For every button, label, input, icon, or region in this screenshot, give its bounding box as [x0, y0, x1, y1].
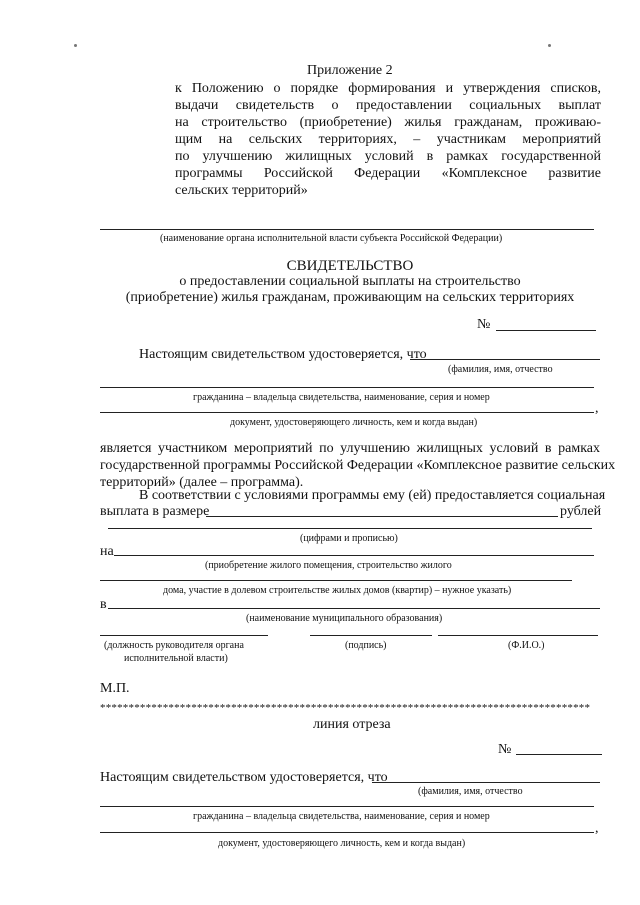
certificate-subtitle: о предоставлении социальной выплаты на строительство — [179, 274, 521, 289]
payment-label: выплата в размере — [100, 504, 210, 519]
certificate-title: СВИДЕТЕЛЬСТВО — [286, 258, 414, 274]
municipality-field[interactable] — [108, 608, 600, 609]
appendix-line: программы Российской Федерации «Комплексное развитие — [175, 166, 601, 181]
participant-line: государственной программы Российской Федерации «Комплексное развитие сельских — [100, 458, 616, 473]
rubles-label: рублей — [560, 504, 602, 519]
cut-label: линия отреза — [313, 717, 391, 732]
signature-field[interactable] — [310, 635, 432, 636]
signature-caption: (подпись) — [345, 640, 387, 651]
certificate-subtitle: (приобретение) жилья гражданам, проживающим на сельских территориях — [125, 290, 575, 305]
comma: , — [595, 401, 599, 416]
name-caption: (Ф.И.О.) — [508, 640, 545, 651]
stub-fio-caption: (фамилия, имя, отчество — [418, 786, 523, 797]
purpose-caption: дома, участие в долевом строительстве жилых домов (квартир) – нужное указать) — [163, 585, 512, 596]
appendix-body — [175, 80, 601, 199]
amount-words-field[interactable] — [108, 528, 592, 529]
position-caption: (должность руководителя органа — [104, 640, 244, 651]
stub-fio-field[interactable] — [372, 782, 600, 783]
stub-certifies-text: Настоящим свидетельством удостоверяется, что — [100, 770, 388, 785]
stub-holder-field[interactable] — [100, 806, 594, 807]
document-field[interactable] — [100, 412, 594, 413]
certifies-text: Настоящим свидетельством удостоверяется, что — [139, 347, 427, 362]
scan-dot — [548, 44, 551, 47]
purpose-caption: (приобретение жилого помещения, строительство жилого — [205, 560, 452, 571]
authority-caption: (наименование органа исполнительной власти субъекта Российской Федерации) — [160, 233, 503, 244]
appendix-line: сельских территорий» — [175, 183, 308, 198]
stamp-label: М.П. — [100, 681, 130, 696]
holder-caption: гражданина – владельца свидетельства, наименование, серия и номер — [193, 392, 490, 403]
position-caption: исполнительной власти) — [124, 653, 228, 664]
payment-amount-field[interactable] — [206, 516, 558, 517]
stub-number-label: № — [498, 742, 512, 757]
appendix-line: на строительство (приобретение) жилья гражданам, проживаю- — [175, 115, 601, 130]
appendix-title: Приложение 2 — [307, 63, 393, 78]
stub-document-caption: документ, удостоверяющего личность, кем и когда выдан) — [218, 838, 466, 849]
stub-comma: , — [595, 821, 599, 836]
participant-line: территорий» (далее – программа). — [100, 475, 304, 490]
cut-stars: ************************************************************************************** — [100, 702, 590, 714]
document-caption: документ, удостоверяющего личность, кем и когда выдан) — [230, 417, 478, 428]
appendix-line: щим на сельских территориях, – участникам мероприятий — [175, 132, 601, 147]
amount-caption: (цифрами и прописью) — [300, 533, 398, 544]
number-label: № — [477, 317, 491, 332]
participant-paragraph — [100, 440, 616, 491]
appendix-line: к Положению о порядке формирования и утверждения списков, — [175, 81, 601, 96]
v-label: в — [100, 597, 107, 612]
stub-number-field[interactable] — [516, 754, 602, 755]
fio-caption: (фамилия, имя, отчество — [448, 364, 553, 375]
purpose-field[interactable] — [114, 555, 594, 556]
stub-holder-caption: гражданина – владельца свидетельства, наименование, серия и номер — [193, 811, 490, 822]
purpose-field-2[interactable] — [100, 580, 572, 581]
scan-dot — [74, 44, 77, 47]
na-label: на — [100, 544, 114, 559]
accordance-line: В соответствии с условиями программы ему (ей) предоставляется социальная — [139, 488, 606, 503]
holder-field[interactable] — [100, 387, 594, 388]
municipality-caption: (наименование муниципального образования) — [246, 613, 443, 624]
participant-line: является участником мероприятий по улучшению жилищных условий в рамках — [100, 441, 600, 456]
position-field[interactable] — [100, 635, 268, 636]
name-field[interactable] — [438, 635, 598, 636]
number-field[interactable] — [496, 330, 596, 331]
fio-field[interactable] — [410, 359, 600, 360]
authority-name-line[interactable] — [100, 229, 594, 230]
stub-document-field[interactable] — [100, 832, 594, 833]
appendix-line: по улучшению жилищных условий в рамках государственной — [175, 149, 601, 164]
appendix-line: выдачи свидетельств о предоставлении социальных выплат — [175, 98, 601, 113]
